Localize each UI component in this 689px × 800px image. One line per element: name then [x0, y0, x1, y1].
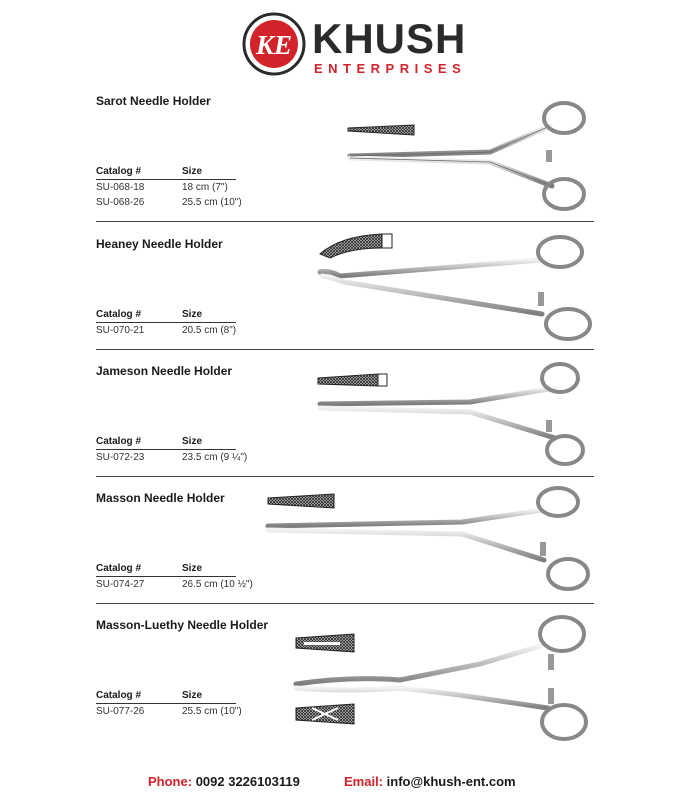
- size-label: Size: [182, 166, 203, 177]
- brand-logo: [242, 12, 467, 82]
- catalog-number: SU-072-23: [96, 452, 145, 463]
- product-title: Jameson Needle Holder: [96, 364, 233, 378]
- catalog-header-rule: [96, 449, 236, 450]
- instrument-size: 25.5 cm (10"): [182, 197, 242, 208]
- instrument-size: 23.5 cm (9 ¼"): [182, 452, 248, 463]
- catalog-number: SU-077-26: [96, 706, 145, 717]
- catalog-label: Catalog #: [96, 563, 142, 574]
- product-title: Masson Needle Holder: [96, 491, 225, 505]
- brand-monogram: KE: [255, 30, 293, 60]
- product-title: Heaney Needle Holder: [96, 237, 223, 251]
- size-label: Size: [182, 563, 203, 574]
- jaw-detail-icon: [348, 125, 414, 135]
- size-label: Size: [182, 690, 203, 701]
- catalog-number: SU-070-21: [96, 325, 145, 336]
- size-label: Size: [182, 309, 203, 320]
- brand-name: KHUSH: [312, 15, 467, 62]
- catalog-label: Catalog #: [96, 309, 142, 320]
- catalog-header-rule: [96, 703, 236, 704]
- jaw-detail-icon: [268, 494, 334, 508]
- brand-monogram-icon: [242, 12, 306, 76]
- product-title: Sarot Needle Holder: [96, 94, 211, 108]
- masson-needle-holder-image: [262, 484, 597, 599]
- instrument-size: 26.5 cm (10 ½"): [182, 579, 253, 590]
- instrument-size: 25.5 cm (10"): [182, 706, 242, 717]
- phone-number: 0092 3226103119: [195, 774, 300, 789]
- instrument-size: 20.5 cm (8"): [182, 325, 237, 336]
- catalog-number: SU-068-18: [96, 182, 145, 193]
- catalog-label: Catalog #: [96, 436, 142, 447]
- email-link[interactable]: info@khush-ent.com: [386, 774, 516, 789]
- email-label: Email:: [344, 774, 384, 789]
- product-title: Masson-Luethy Needle Holder: [96, 618, 269, 632]
- footer-phone: [148, 774, 300, 789]
- heaney-needle-holder-image: [310, 230, 600, 345]
- masson-luethy-needle-holder-image: [290, 612, 600, 747]
- size-label: Size: [182, 436, 203, 447]
- catalog-header-rule: [96, 322, 236, 323]
- jaw-detail-icon: [318, 374, 378, 386]
- section-divider: [96, 221, 594, 222]
- catalog-header-rule: [96, 576, 236, 577]
- catalog-number: SU-068-26: [96, 197, 145, 208]
- jameson-needle-holder-image: [310, 358, 600, 473]
- brand-tagline: ENTERPRISES: [314, 61, 467, 76]
- section-divider: [96, 603, 594, 604]
- section-divider: [96, 476, 594, 477]
- catalog-label: Catalog #: [96, 166, 142, 177]
- catalog-number: SU-074-27: [96, 579, 145, 590]
- footer-email: [344, 774, 516, 789]
- jaw-detail-icon: [320, 234, 382, 258]
- sarot-needle-holder-image: [340, 98, 600, 213]
- catalog-label: Catalog #: [96, 690, 142, 701]
- section-divider: [96, 349, 594, 350]
- phone-label: Phone:: [148, 774, 193, 789]
- instrument-size: 18 cm (7"): [182, 182, 228, 193]
- catalog-header-rule: [96, 179, 236, 180]
